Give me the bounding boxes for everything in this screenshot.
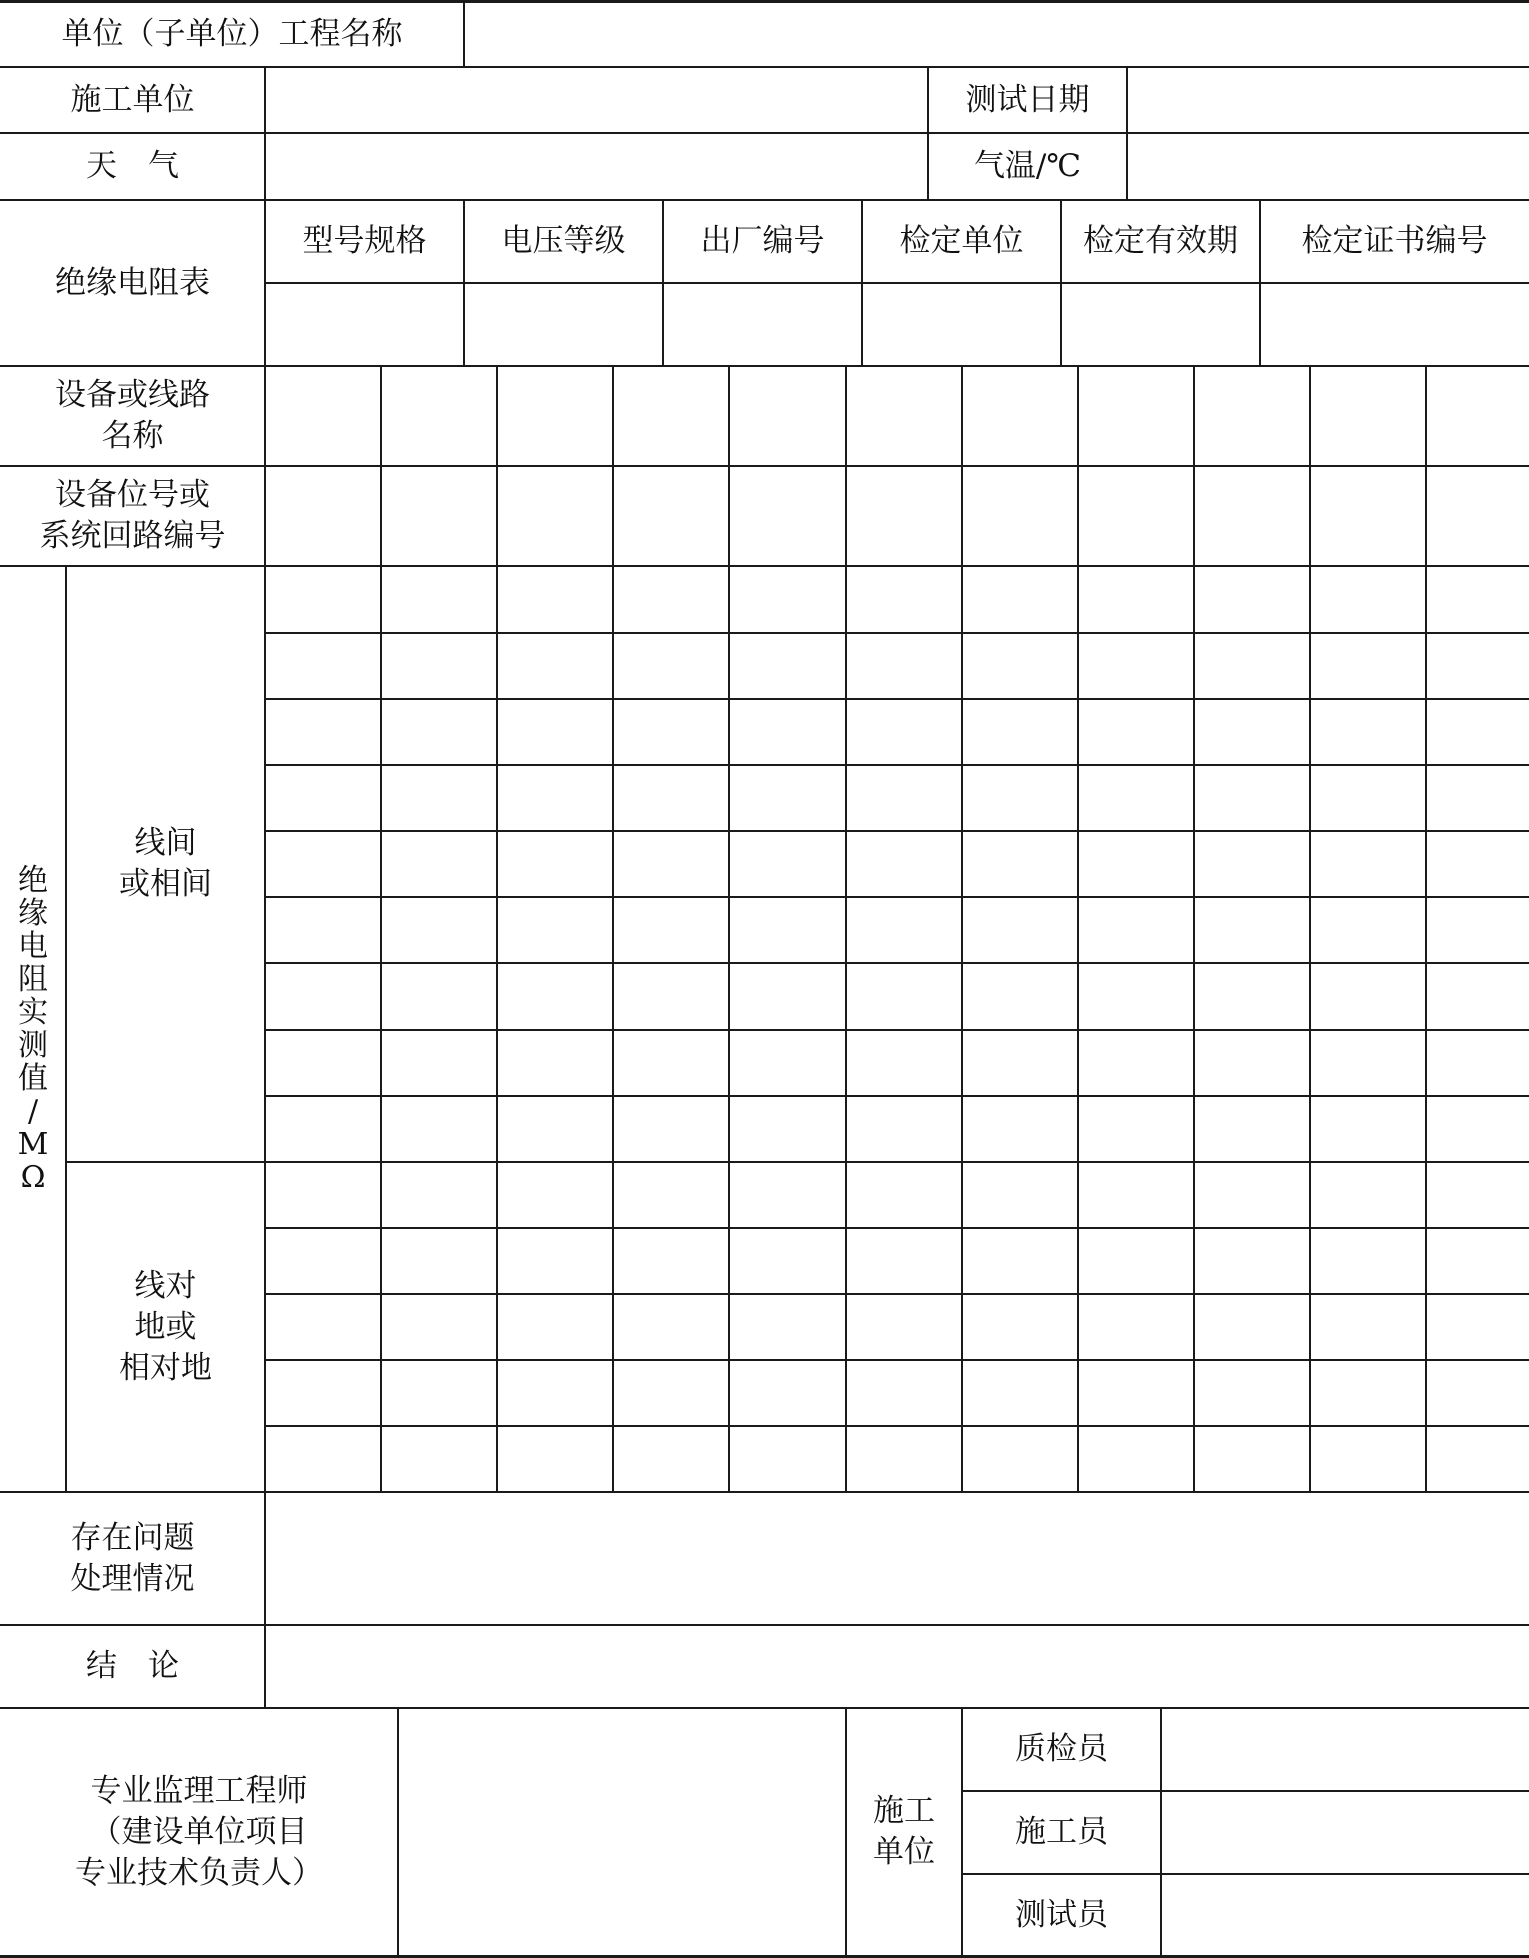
measured-value-cell[interactable] <box>964 1428 1076 1490</box>
construction-unit-short-label: 施工 单位 <box>873 1793 935 1870</box>
measured-value-cell[interactable] <box>499 635 611 697</box>
measured-value-cell[interactable] <box>731 568 844 631</box>
measured-value-cell[interactable] <box>1196 899 1308 961</box>
measured-value-cell[interactable] <box>499 767 611 829</box>
measured-value-cell[interactable] <box>383 1098 495 1160</box>
measured-label-char: 电 <box>18 929 48 964</box>
grid-line-h <box>265 1293 1529 1295</box>
measured-value-cell[interactable] <box>848 1164 960 1226</box>
meter-header-validity-period: 检定有效期 <box>1083 223 1238 259</box>
measured-value-cell[interactable] <box>964 767 1076 829</box>
measured-value-cell[interactable] <box>267 1032 379 1094</box>
project-name-label: 单位（子单位）工程名称 <box>61 16 403 52</box>
measured-value-cell[interactable] <box>499 965 611 1028</box>
grid-line-h <box>265 1359 1529 1361</box>
measured-value-cell[interactable] <box>383 635 495 697</box>
measured-value-cell[interactable] <box>615 1362 727 1424</box>
measured-value-cell[interactable] <box>964 1230 1076 1292</box>
meter-value-field[interactable] <box>665 285 860 364</box>
measured-value-cell[interactable] <box>848 1428 960 1490</box>
measured-value-cell[interactable] <box>964 833 1076 895</box>
meter-header-certificate-number: 检定证书编号 <box>1301 223 1488 259</box>
measured-value-cell[interactable] <box>1196 1230 1308 1292</box>
device-position-field[interactable] <box>267 468 379 564</box>
measured-value-cell[interactable] <box>1312 1230 1424 1292</box>
measured-value-cell[interactable] <box>1312 568 1424 631</box>
measured-value-cell[interactable] <box>848 899 960 961</box>
grid-line-v <box>1160 1708 1162 1958</box>
measured-value-cell[interactable] <box>499 1098 611 1160</box>
measured-value-cell[interactable] <box>1080 899 1192 961</box>
device-name-field[interactable] <box>383 368 495 464</box>
device-name-field[interactable] <box>267 368 379 464</box>
measured-value-cell[interactable] <box>964 899 1076 961</box>
measured-value-cell[interactable] <box>1312 1362 1424 1424</box>
measured-value-cell[interactable] <box>1196 1164 1308 1226</box>
measured-value-cell[interactable] <box>615 1032 727 1094</box>
device-name-label: 设备或线路 名称 <box>55 377 210 454</box>
measured-value-cell[interactable] <box>1080 965 1192 1028</box>
grid-line-h <box>0 365 1529 367</box>
measured-value-cell[interactable] <box>383 833 495 895</box>
measured-value-cell[interactable] <box>383 965 495 1028</box>
measured-label-char: 值 <box>18 1061 48 1096</box>
measured-value-cell[interactable] <box>1080 1164 1192 1226</box>
measured-value-cell[interactable] <box>731 1428 844 1490</box>
measured-value-cell[interactable] <box>1080 635 1192 697</box>
grid-line-v <box>612 366 614 1492</box>
tester-signature-field[interactable] <box>1163 1876 1527 1954</box>
measured-value-cell[interactable] <box>499 701 611 763</box>
builder-signature-field[interactable] <box>1163 1793 1527 1872</box>
grid-line-v <box>463 0 465 67</box>
grid-line-v <box>463 200 465 366</box>
measured-value-cell[interactable] <box>1428 1164 1527 1226</box>
measured-value-cell[interactable] <box>731 1230 844 1292</box>
measured-label-char: M <box>17 1127 49 1162</box>
measured-value-cell[interactable] <box>267 767 379 829</box>
grid-line-v <box>1060 200 1062 366</box>
device-name-field[interactable] <box>1080 368 1192 464</box>
measured-value-cell[interactable] <box>267 635 379 697</box>
grid-line-h <box>265 1029 1529 1031</box>
grid-line-v <box>264 67 266 1708</box>
measured-value-cell[interactable] <box>731 767 844 829</box>
device-position-field[interactable] <box>499 468 611 564</box>
grid-line-v <box>728 366 730 1492</box>
measured-value-cell[interactable] <box>964 1296 1076 1358</box>
device-position-field[interactable] <box>1196 468 1308 564</box>
measured-value-cell[interactable] <box>848 1296 960 1358</box>
measured-value-cell[interactable] <box>1080 1362 1192 1424</box>
measured-value-cell[interactable] <box>383 1296 495 1358</box>
grid-line-v <box>1193 366 1195 1492</box>
measured-value-cell[interactable] <box>1428 1032 1527 1094</box>
device-position-label: 设备位号或 系统回路编号 <box>39 477 226 554</box>
measured-label-char: 缘 <box>18 896 48 931</box>
measured-value-cell[interactable] <box>964 635 1076 697</box>
grid-line-v <box>961 1708 963 1958</box>
measured-value-cell[interactable] <box>615 767 727 829</box>
meter-value-field[interactable] <box>1063 285 1258 364</box>
measured-value-cell[interactable] <box>1428 635 1527 697</box>
measured-value-cell[interactable] <box>1312 767 1424 829</box>
measured-value-cell[interactable] <box>1080 568 1192 631</box>
measured-resistance-label <box>0 566 66 1492</box>
measured-value-cell[interactable] <box>1196 965 1308 1028</box>
grid-line-v <box>65 566 67 1492</box>
device-position-field[interactable] <box>1080 468 1192 564</box>
measured-value-cell[interactable] <box>848 1230 960 1292</box>
grid-line-v <box>1126 67 1128 200</box>
quality-inspector-label: 质检员 <box>1015 1731 1108 1767</box>
measured-label-char: 测 <box>18 1028 48 1063</box>
conclusion-field[interactable] <box>267 1627 1527 1706</box>
measured-value-cell[interactable] <box>267 1230 379 1292</box>
project-name-field[interactable] <box>466 4 1527 65</box>
device-name-field[interactable] <box>964 368 1076 464</box>
measured-value-cell[interactable] <box>1428 767 1527 829</box>
measured-value-cell[interactable] <box>615 1164 727 1226</box>
measured-value-cell[interactable] <box>1080 767 1192 829</box>
grid-line-h <box>0 1491 1529 1493</box>
grid-line-v <box>845 366 847 1492</box>
grid-line-v <box>927 67 929 200</box>
device-position-field[interactable] <box>1312 468 1424 564</box>
meter-value-field[interactable] <box>267 285 462 364</box>
measured-value-cell[interactable] <box>1312 1428 1424 1490</box>
measured-value-cell[interactable] <box>615 1428 727 1490</box>
measured-value-cell[interactable] <box>267 1296 379 1358</box>
weather-field[interactable] <box>267 135 926 198</box>
measured-value-cell[interactable] <box>1428 965 1527 1028</box>
measured-value-cell[interactable] <box>1196 767 1308 829</box>
measured-value-cell[interactable] <box>1428 701 1527 763</box>
measured-value-cell[interactable] <box>1196 1296 1308 1358</box>
measured-value-cell[interactable] <box>964 965 1076 1028</box>
measured-value-cell[interactable] <box>1312 701 1424 763</box>
tester-label: 测试员 <box>1015 1896 1108 1933</box>
grid-line-h <box>0 565 1529 567</box>
measured-value-cell[interactable] <box>731 833 844 895</box>
grid-line-h <box>0 1624 1529 1626</box>
measured-value-cell[interactable] <box>731 965 844 1028</box>
measured-value-cell[interactable] <box>615 1296 727 1358</box>
issues-label: 存在问题 处理情况 <box>70 1519 195 1597</box>
construction-unit-label: 施工单位 <box>70 81 195 118</box>
measured-value-cell[interactable] <box>499 1230 611 1292</box>
grid-line-h <box>265 1227 1529 1229</box>
measured-value-cell[interactable] <box>267 568 379 631</box>
grid-line-h <box>265 764 1529 766</box>
grid-line-h <box>0 199 1529 201</box>
grid-line-h <box>265 1095 1529 1097</box>
measured-value-cell[interactable] <box>1312 899 1424 961</box>
measured-value-cell[interactable] <box>267 833 379 895</box>
measured-value-cell[interactable] <box>499 899 611 961</box>
measured-value-cell[interactable] <box>731 1296 844 1358</box>
temperature-field[interactable] <box>1129 135 1527 198</box>
device-name-field[interactable] <box>1428 368 1527 464</box>
measured-value-cell[interactable] <box>1428 1296 1527 1358</box>
measured-value-cell[interactable] <box>267 701 379 763</box>
measured-value-cell[interactable] <box>383 1362 495 1424</box>
measured-value-cell[interactable] <box>499 1164 611 1226</box>
device-name-field[interactable] <box>1196 368 1308 464</box>
measured-value-cell[interactable] <box>1428 1362 1527 1424</box>
measured-label-char: 阻 <box>18 962 48 997</box>
measured-value-cell[interactable] <box>383 1428 495 1490</box>
measured-label-char: 绝 <box>18 863 48 898</box>
meter-value-field[interactable] <box>466 285 661 364</box>
measured-value-cell[interactable] <box>848 1362 960 1424</box>
device-position-field[interactable] <box>964 468 1076 564</box>
test-date-label: 测试日期 <box>965 81 1090 118</box>
measured-value-cell[interactable] <box>383 899 495 961</box>
meter-header-voltage-class: 电压等级 <box>501 223 626 259</box>
measured-value-cell[interactable] <box>383 568 495 631</box>
measured-value-cell[interactable] <box>731 1098 844 1160</box>
measured-value-cell[interactable] <box>1196 1362 1308 1424</box>
measured-value-cell[interactable] <box>1428 1098 1527 1160</box>
measured-value-cell[interactable] <box>499 833 611 895</box>
measured-value-cell[interactable] <box>1080 1296 1192 1358</box>
grid-line-v <box>961 366 963 1492</box>
measured-value-cell[interactable] <box>1428 833 1527 895</box>
measured-value-cell[interactable] <box>1428 899 1527 961</box>
supervisor-signature-field[interactable] <box>400 1710 844 1954</box>
grid-line-v <box>496 366 498 1492</box>
grid-line-v <box>1309 366 1311 1492</box>
grid-line-h <box>265 282 1529 284</box>
line-to-line-label: 线间 或相间 <box>119 825 212 902</box>
grid-line-h <box>265 830 1529 832</box>
measured-value-cell[interactable] <box>1312 1032 1424 1094</box>
measured-value-cell[interactable] <box>848 701 960 763</box>
meter-header-model: 型号规格 <box>302 223 427 259</box>
device-name-field[interactable] <box>731 368 844 464</box>
measured-value-cell[interactable] <box>731 899 844 961</box>
measured-value-cell[interactable] <box>267 1164 379 1226</box>
measured-value-cell[interactable] <box>383 1230 495 1292</box>
grid-line-h <box>265 632 1529 634</box>
measured-label-char: 实 <box>18 995 48 1030</box>
measured-label-char: Ω <box>20 1160 46 1195</box>
grid-line-h <box>0 132 1529 134</box>
measured-value-cell[interactable] <box>1312 1296 1424 1358</box>
measured-value-cell[interactable] <box>731 701 844 763</box>
measured-value-cell[interactable] <box>848 1032 960 1094</box>
measured-value-cell[interactable] <box>731 635 844 697</box>
device-position-field[interactable] <box>731 468 844 564</box>
measured-value-cell[interactable] <box>615 899 727 961</box>
device-name-field[interactable] <box>615 368 727 464</box>
test-date-field[interactable] <box>1129 69 1527 131</box>
measured-value-cell[interactable] <box>964 1362 1076 1424</box>
measured-value-cell[interactable] <box>848 767 960 829</box>
measured-value-cell[interactable] <box>1312 1098 1424 1160</box>
grid-line-h <box>0 66 1529 68</box>
device-position-field[interactable] <box>848 468 960 564</box>
grid-line-h <box>265 962 1529 964</box>
insulation-meter-label: 绝缘电阻表 <box>55 264 210 301</box>
measured-value-cell[interactable] <box>615 965 727 1028</box>
grid-line-h <box>0 1707 1529 1709</box>
issues-field[interactable] <box>267 1494 1527 1623</box>
measured-value-cell[interactable] <box>383 1032 495 1094</box>
measured-value-cell[interactable] <box>615 635 727 697</box>
measured-value-cell[interactable] <box>1312 833 1424 895</box>
device-name-field[interactable] <box>1312 368 1424 464</box>
device-position-field[interactable] <box>615 468 727 564</box>
meter-header-verification-unit: 检定单位 <box>899 223 1024 259</box>
measured-value-cell[interactable] <box>848 635 960 697</box>
device-name-field[interactable] <box>848 368 960 464</box>
grid-line-h <box>0 0 1529 3</box>
grid-line-v <box>380 366 382 1492</box>
measured-value-cell[interactable] <box>615 1098 727 1160</box>
measured-value-cell[interactable] <box>731 1032 844 1094</box>
builder-label: 施工员 <box>1015 1814 1108 1850</box>
grid-line-v <box>1425 366 1427 1492</box>
measured-value-cell[interactable] <box>964 1098 1076 1160</box>
measured-label-char: / <box>27 1094 39 1129</box>
quality-inspector-signature-field[interactable] <box>1163 1710 1527 1789</box>
measured-value-cell[interactable] <box>615 1230 727 1292</box>
measured-value-cell[interactable] <box>615 833 727 895</box>
supervisor-label: 专业监理工程师 （建设单位项目 专业技术负责人） <box>75 1772 323 1891</box>
grid-line-h <box>962 1790 1529 1792</box>
measured-value-cell[interactable] <box>1196 635 1308 697</box>
measured-value-cell[interactable] <box>1080 1428 1192 1490</box>
measured-value-cell[interactable] <box>1080 701 1192 763</box>
measured-value-cell[interactable] <box>615 568 727 631</box>
meter-header-serial-number: 出厂编号 <box>700 223 825 259</box>
measured-value-cell[interactable] <box>964 568 1076 631</box>
grid-line-h <box>0 465 1529 467</box>
grid-line-h <box>265 698 1529 700</box>
measured-value-cell[interactable] <box>1428 1230 1527 1292</box>
device-position-field[interactable] <box>1428 468 1527 564</box>
measured-value-cell[interactable] <box>1196 1098 1308 1160</box>
measured-value-cell[interactable] <box>964 1032 1076 1094</box>
construction-unit-field[interactable] <box>267 69 926 131</box>
measured-value-cell[interactable] <box>1196 701 1308 763</box>
measured-value-cell[interactable] <box>731 1362 844 1424</box>
line-to-ground-label: 线对 地或 相对地 <box>119 1267 212 1386</box>
measured-value-cell[interactable] <box>499 568 611 631</box>
grid-line-h <box>962 1873 1529 1875</box>
measured-value-cell[interactable] <box>1428 568 1527 631</box>
grid-line-h <box>265 1425 1529 1427</box>
measured-value-cell[interactable] <box>1428 1428 1527 1490</box>
grid-line-v <box>1077 366 1079 1492</box>
grid-line-h <box>0 1955 1529 1958</box>
measured-value-cell[interactable] <box>267 899 379 961</box>
measured-value-cell[interactable] <box>1312 635 1424 697</box>
measured-value-cell[interactable] <box>383 1164 495 1226</box>
measured-value-cell[interactable] <box>1312 965 1424 1028</box>
grid-line-v <box>397 1708 399 1958</box>
measured-value-cell[interactable] <box>499 1032 611 1094</box>
measured-value-cell[interactable] <box>964 701 1076 763</box>
measured-value-cell[interactable] <box>1080 1098 1192 1160</box>
measured-value-cell[interactable] <box>1196 568 1308 631</box>
measured-value-cell[interactable] <box>1196 1428 1308 1490</box>
measured-value-cell[interactable] <box>383 767 495 829</box>
conclusion-label: 结 论 <box>86 1648 179 1684</box>
measured-value-cell[interactable] <box>383 701 495 763</box>
grid-line-v <box>1259 200 1261 366</box>
measured-value-cell[interactable] <box>964 1164 1076 1226</box>
grid-line-v <box>845 1708 847 1958</box>
measured-value-cell[interactable] <box>499 1362 611 1424</box>
measured-value-cell[interactable] <box>1312 1164 1424 1226</box>
measured-value-cell[interactable] <box>848 568 960 631</box>
measured-value-cell[interactable] <box>1196 1032 1308 1094</box>
device-name-field[interactable] <box>499 368 611 464</box>
device-position-field[interactable] <box>383 468 495 564</box>
measured-value-cell[interactable] <box>1080 1032 1192 1094</box>
measured-value-cell[interactable] <box>1080 1230 1192 1292</box>
grid-line-h <box>265 896 1529 898</box>
grid-line-v <box>662 200 664 366</box>
measured-value-cell[interactable] <box>848 965 960 1028</box>
weather-label: 天 气 <box>86 148 179 184</box>
measured-value-cell[interactable] <box>499 1428 611 1490</box>
measured-value-cell[interactable] <box>848 1098 960 1160</box>
temperature-label: 气温/℃ <box>973 148 1082 184</box>
measured-value-cell[interactable] <box>1196 833 1308 895</box>
meter-value-field[interactable] <box>864 285 1059 364</box>
measured-value-cell[interactable] <box>267 965 379 1028</box>
measured-value-cell[interactable] <box>731 1164 844 1226</box>
measured-value-cell[interactable] <box>499 1296 611 1358</box>
measured-value-cell[interactable] <box>267 1098 379 1160</box>
measured-value-cell[interactable] <box>848 833 960 895</box>
measured-value-cell[interactable] <box>267 1428 379 1490</box>
measured-value-cell[interactable] <box>267 1362 379 1424</box>
grid-line-v <box>861 200 863 366</box>
meter-value-field[interactable] <box>1262 285 1527 364</box>
measured-value-cell[interactable] <box>615 701 727 763</box>
measured-value-cell[interactable] <box>1080 833 1192 895</box>
